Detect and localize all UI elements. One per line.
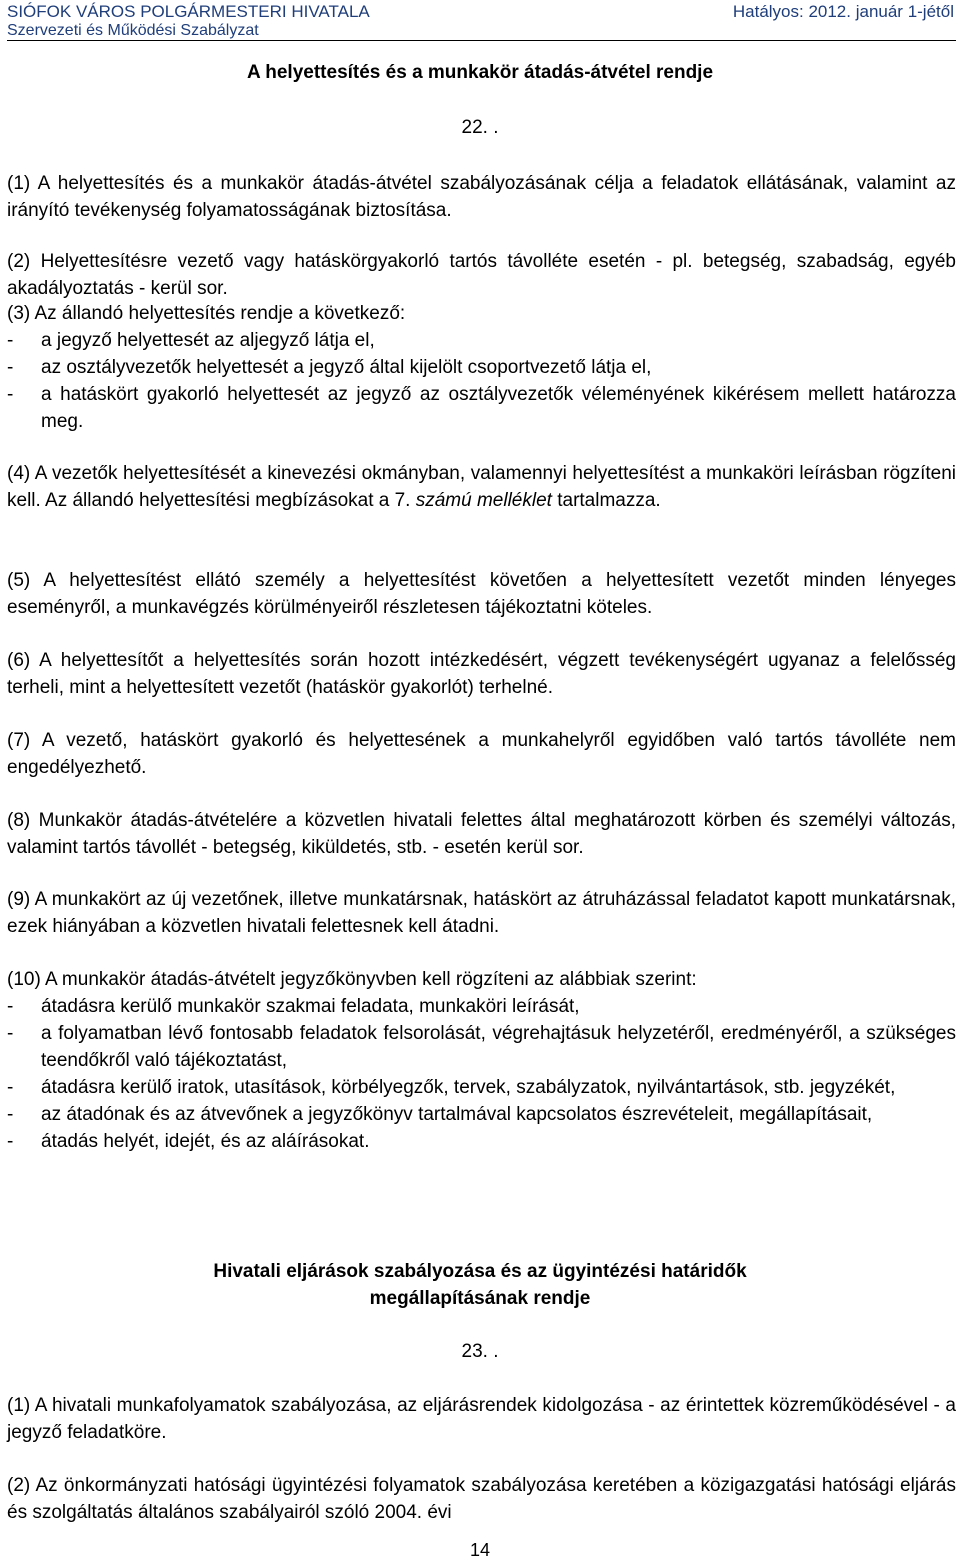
list-dash: -: [7, 1104, 14, 1125]
paragraph-2: (2) Helyettesítésre vezető vagy hatáskörgyakorló tartós távolléte esetén - pl. betegség, szabadság, egyéb akadályoztatás - kerül sor.: [7, 251, 956, 299]
paragraph-7: (7) A vezető, hatáskört gyakorló és helyettesének a munkahelyről egyidőben való tartós távolléte nem engedélyezhető.: [7, 730, 956, 778]
section-23-paragraph-1: (1) A hivatali munkafolyamatok szabályozása, az eljárásrendek kidolgozása - az érintettek közreműködésével - a jegyző feladatköre.: [7, 1395, 956, 1443]
paragraph-9: (9) A munkakört az új vezetőnek, illetve munkatársnak, hatáskört az átruházással feladatot kapott munkatársnak, ezek hiányában a közvetlen hivatali felettesnek kell átadni.: [7, 889, 956, 937]
list-item: [7, 1128, 956, 1155]
org-name: SIÓFOK VÁROS POLGÁRMESTERI HIVATALA: [7, 2, 370, 21]
section-23-number: 23. .: [461, 1341, 499, 1362]
validity-date: Hatályos: 2012. január 1-jétől: [732, 2, 954, 21]
list-item: [7, 354, 956, 381]
section-title: A helyettesítés és a munkakör átadás-átvétel rendje: [246, 62, 714, 83]
list-item-text: átadásra kerülő iratok, utasítások, körbélyegzők, tervek, szabályzatok, nyilvántartások, stb. jegyzékét,: [41, 1077, 896, 1098]
list-item: [7, 1074, 956, 1101]
page-number: 14: [469, 1540, 491, 1560]
paragraph-3-lead: (3) Az állandó helyettesítés rendje a következő:: [7, 303, 406, 324]
list-item-text: az osztályvezetők helyettesét a jegyző által kijelölt csoportvezető látja el,: [41, 357, 652, 378]
paragraph-10-lead: (10) A munkakör átadás-átvételt jegyzőkönyvben kell rögzíteni az alábbiak szerint:: [7, 969, 697, 990]
list-dash: -: [7, 357, 14, 378]
list-item-text: az átadónak és az átvevőnek a jegyzőkönyv tartalmával kapcsolatos észrevételeit, megállapításait,: [41, 1104, 873, 1125]
list-dash: -: [7, 996, 14, 1017]
paragraph-1: (1) A helyettesítés és a munkakör átadás-átvétel szabályozásának célja a feladatok ellátásának, valamint az irányító tevékenység folyamatosságának biztosítása.: [7, 173, 956, 221]
list-item: [7, 1101, 956, 1128]
paragraph-3: [7, 300, 956, 435]
list-item-text: a jegyző helyettesét az aljegyző látja el,: [41, 330, 375, 351]
list-dash: -: [7, 384, 14, 405]
list-dash: -: [7, 330, 14, 351]
section-23-paragraph-2: (2) Az önkormányzati hatósági ügyintézési folyamatok szabályozása keretében a közigazgatási hatósági eljárás és szolgáltatás általános szabályairól szóló 2004. évi: [7, 1475, 956, 1523]
paragraph-4: [7, 460, 956, 514]
list-item: [7, 381, 956, 435]
list-item: [7, 993, 956, 1020]
list-item-text: átadás helyét, idejét, és az aláírásokat.: [41, 1131, 370, 1152]
section-23-title-line-2: megállapításának rendje: [369, 1288, 591, 1309]
paragraph-5: (5) A helyettesítést ellátó személy a helyettesítést követően a helyettesített vezetőt minden lényeges eseményről, a munkavégzés körülményeiről részletesen tájékoztatni köteles.: [7, 570, 956, 618]
section-number: 22. .: [461, 117, 499, 138]
list-dash: -: [7, 1077, 14, 1098]
list-item: [7, 327, 956, 354]
list-dash: -: [7, 1131, 14, 1152]
list-item-text: a folyamatban lévő fontosabb feladatok felsorolását, végrehajtásuk helyzetéről, eredményéről, a szükséges teendőkről való tájékoztatást,: [41, 1023, 956, 1071]
paragraph-10: [7, 966, 956, 1155]
list-item-text: átadásra kerülő munkakör szakmai feladata, munkaköri leírását,: [41, 996, 580, 1017]
list-item: [7, 1020, 956, 1074]
page-header: [7, 0, 956, 41]
section-23-title-line-1: Hivatali eljárások szabályozása és az ügyintézési határidők: [213, 1261, 747, 1282]
paragraph-8: (8) Munkakör átadás-átvételére a közvetlen hivatali felettes által meghatározott körben és személyi változás, valamint tartós távollét - betegség, kiküldetés, stb. - esetén kerül sor.: [7, 810, 956, 858]
paragraph-6: (6) A helyettesítőt a helyettesítés során hozott intézkedésért, végzett tevékenységért ugyanaz a felelősség terheli, mint a helyettesített vezetőt (hatáskör gyakorlót) terhelné.: [7, 650, 956, 698]
paragraph-4-text: (4) A vezetők helyettesítését a kinevezési okmányban, valamennyi helyettesítést a munkaköri leírásban rögzíteni kell. Az állandó helyettesítési megbízásokat a 7.: [7, 463, 956, 511]
list-item-text: a hatáskört gyakorló helyettesét az jegyző az osztályvezetők véleményének kikérésem mellett határozza meg.: [41, 384, 956, 432]
paragraph-4-end: tartalmazza.: [557, 490, 661, 511]
list-dash: -: [7, 1023, 14, 1044]
annex-reference: számú melléklet: [415, 490, 552, 511]
document-name: Szervezeti és Működési Szabályzat: [7, 22, 259, 39]
